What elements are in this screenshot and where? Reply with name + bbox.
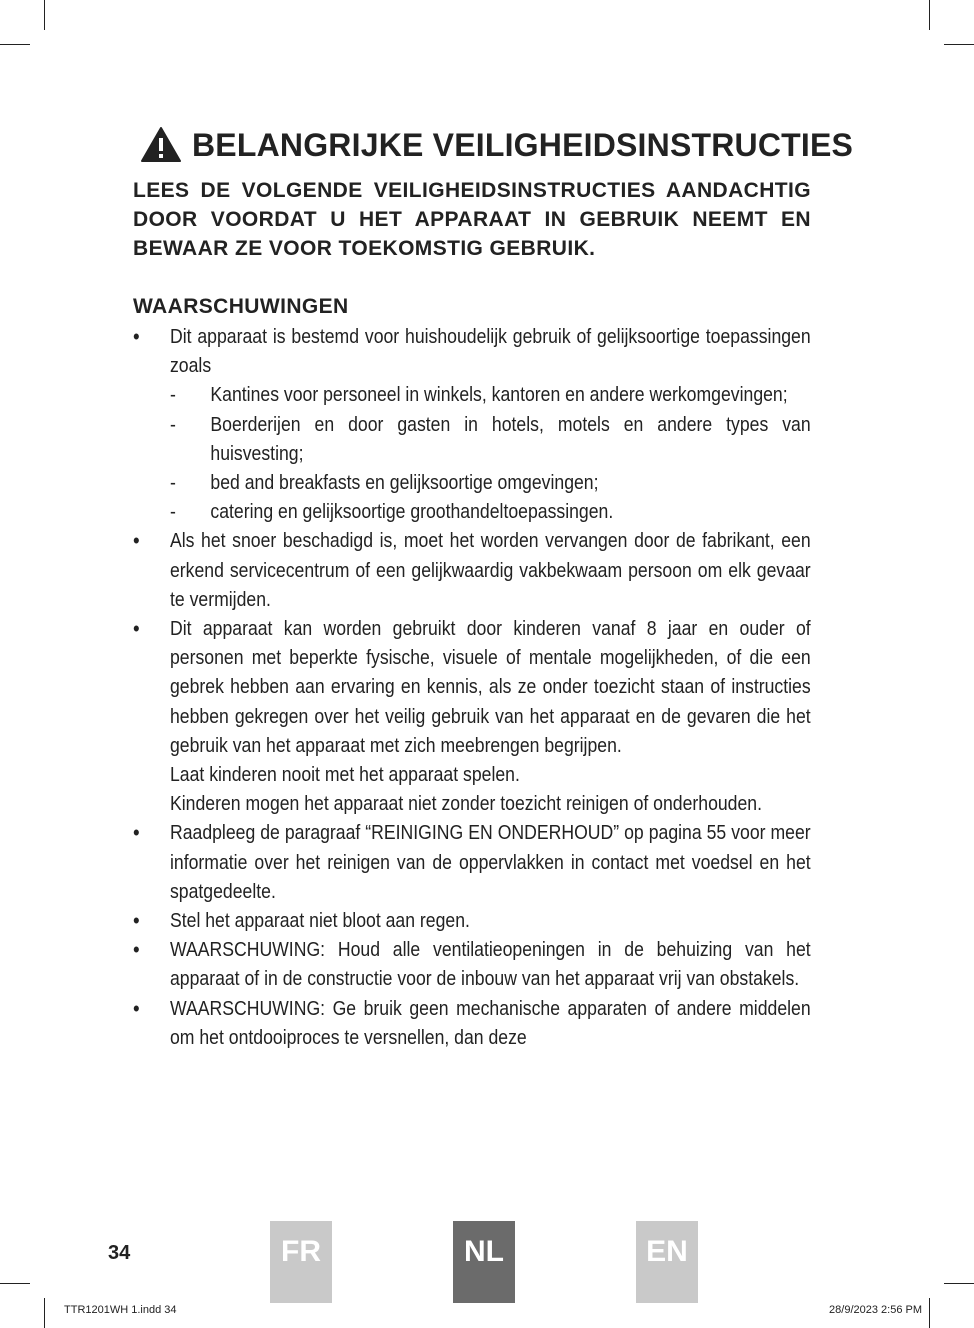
bullet: • <box>133 937 140 963</box>
file-slug: TTR1201WH 1.indd 34 <box>64 1304 177 1316</box>
title-text: BELANGRIJKE VEILIGHEIDSINSTRUCTIES <box>192 126 854 163</box>
dash: - <box>169 500 176 524</box>
sub-item-text: bed and breakfasts en gelijksoortige omgevingen; <box>210 471 599 495</box>
bullet: • <box>133 528 140 554</box>
item-text: Dit apparaat kan worden gebruikt door kinderen vanaf 8 jaar en ouder of personen met beperkte fysische, visuele of mentale mogelijkheden, of die een gebrek hebben aan ervaring en kennis, als ze onder toezicht staan of instructies hebben gekregen over het veilig gebruik van het apparaat en de gevaren die het gebruik van het apparaat met zich meebrengen begrijpen. <box>169 617 811 757</box>
date-slug: 28/9/2023 2:56 PM <box>829 1304 922 1316</box>
bullet: • <box>133 324 140 349</box>
item-text: Stel het apparaat niet bloot aan regen. <box>169 909 470 933</box>
intro-text: LEES DE VOLGENDE VEILIGHEIDSINSTRUCTIES AANDACHTIG DOOR VOORDAT U HET APPARAAT IN GEBRUIK NEEMT EN BEWAAR ZE VOOR TOEKOMSTIG GEBRUIK. <box>133 179 811 260</box>
dash: - <box>169 412 176 436</box>
sub-item-text: Boerderijen en door gasten in hotels, motels en andere types van huisvesting; <box>210 412 811 465</box>
sub-item <box>170 380 811 409</box>
sub-item <box>170 468 811 497</box>
list-item <box>133 994 811 1052</box>
sub-item-text: Kantines voor personeel in winkels, kantoren en andere werkomgevingen; <box>210 383 788 407</box>
crop-mark <box>0 44 30 45</box>
crop-mark <box>944 1283 974 1284</box>
language-tab-en: EN <box>636 1221 698 1303</box>
crop-mark <box>929 1298 930 1328</box>
crop-mark <box>944 44 974 45</box>
crop-mark <box>44 0 45 30</box>
dash: - <box>169 471 176 495</box>
list-item <box>133 614 811 818</box>
list-item <box>133 935 811 993</box>
bullet: • <box>133 995 140 1021</box>
crop-mark <box>929 0 930 30</box>
list-item <box>133 818 811 906</box>
language-tab-fr: FR <box>270 1221 332 1303</box>
bullet: • <box>133 908 140 934</box>
list-item <box>133 526 811 614</box>
language-tab-nl: NL <box>453 1221 515 1303</box>
list-item <box>133 322 811 526</box>
warning-icon <box>140 126 182 164</box>
crop-mark <box>44 1298 45 1328</box>
crop-mark <box>0 1283 30 1284</box>
list-item <box>133 906 811 935</box>
item-extra-text: Laat kinderen nooit met het apparaat spelen. <box>169 763 520 787</box>
page-number: 34 <box>108 1242 131 1264</box>
item-text: Raadpleeg de paragraaf “REINIGING EN ONDERHOUD” op pagina 55 voor meer informatie over het reinigen van de oppervlakken in contact met voedsel en het spatgedeelte. <box>169 821 811 903</box>
page-title <box>140 124 854 166</box>
sub-item <box>170 410 811 468</box>
item-text: Dit apparaat is bestemd voor huishoudelijk gebruik of gelijksoortige toepassingen zoals <box>169 325 811 378</box>
item-text: WAARSCHUWING: Ge bruik geen mechanische apparaten of andere middelen om het ontdooiproces te versnellen, dan deze <box>169 996 811 1049</box>
item-text: Als het snoer beschadigd is, moet het worden vervangen door de fabrikant, een erkend servicecentrum of een gelijkwaardig vakbekwaam persoon om elk gevaar te vermijden. <box>169 529 811 611</box>
bullet: • <box>133 616 140 642</box>
sub-item <box>170 497 811 526</box>
bullet: • <box>133 820 140 846</box>
item-text: WAARSCHUWING: Houd alle ventilatieopeningen in de behuizing van het apparaat of in de constructie voor de inbouw van het apparaat vrij van obstakels. <box>169 938 811 991</box>
section-heading: WAARSCHUWINGEN <box>133 295 349 318</box>
sub-item-text: catering en gelijksoortige groothandeltoepassingen. <box>210 500 614 524</box>
warning-list <box>133 322 811 1052</box>
item-extra-text: Kinderen mogen het apparaat niet zonder toezicht reinigen of onderhouden. <box>169 792 762 816</box>
dash: - <box>169 383 176 407</box>
